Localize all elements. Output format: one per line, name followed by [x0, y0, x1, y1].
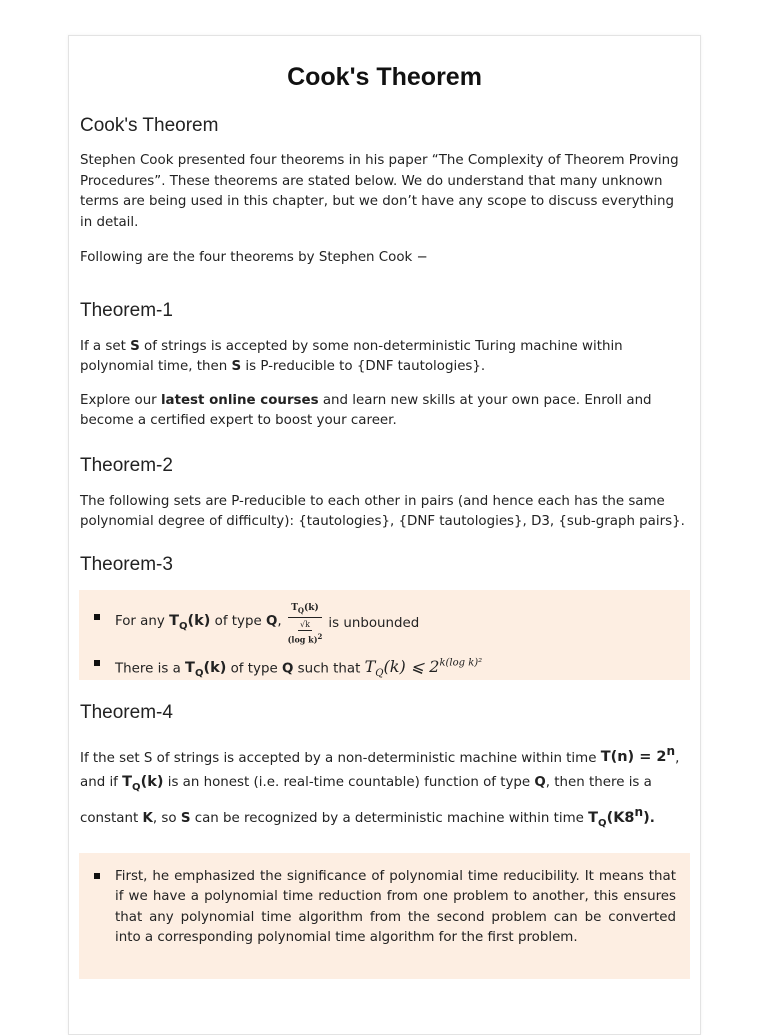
bullet-icon	[94, 873, 100, 879]
following-paragraph: Following are the four theorems by Stephen Cook −	[80, 250, 428, 265]
inequality-formula: $T_Q(k)$ ⩽ $2^{k(log k)^2}$	[364, 656, 483, 680]
explore-paragraph: Explore our latest online courses and learn new skills at your own pace. Enroll and become a certified expert to boost your career.	[80, 392, 652, 428]
article-card	[68, 35, 701, 1035]
list-item: First, he emphasized the significance of polynomial time reducibility. It means that if we have a polynomial time reduction from one problem to another, this ensures that any polynomial time algorithm from the second problem can be converted into a corresponding polynomial time algorithm for the first problem.	[91, 867, 676, 949]
list-item: There is a $T_Q(k)$ of type Q such that $T_Q(k)$ ⩽ $2^{k(log k)^2}$	[91, 654, 676, 685]
note-box	[79, 853, 690, 979]
list-item: For any $T_Q(k)$ of type Q, $\frac{T_Q(k)}{\frac{√k}{(\log k)^2}}$ is unbounded	[91, 602, 676, 648]
theorem-4-paragraph: If the set S of strings is accepted by a non-deterministic machine within time $T(n) = 2^n$, and if $T_Q(k)$ is an honest (i.e. real-time countable) function of type Q, then there is a constant K, so S can be recognized by a deterministic machine within time $T_Q(K8^n)$.	[80, 744, 680, 829]
theorem-1-paragraph: If a set S of strings is accepted by some non-deterministic Turing machine within polynomial time, then S is P-reducible to {DNF tautologies}.	[80, 338, 623, 374]
theorem-4-heading: Theorem-4	[80, 701, 173, 723]
page-title: Cook's Theorem	[287, 63, 482, 91]
theorem-1-heading: Theorem-1	[80, 299, 173, 321]
intro-paragraph: Stephen Cook presented four theorems in his paper “The Complexity of Theorem Proving Procedures”. These theorems are stated below. We do understand that many unknown terms are being used in this chapter, but we don’t have any scope to discuss everything in detail.	[80, 153, 679, 230]
latest-courses-link[interactable]: latest online courses	[160, 392, 319, 408]
theorem-2-paragraph: The following sets are P-reducible to each other in pairs (and hence each has the same polynomial degree of difficulty): {tautologies}, {DNF tautologies}, D3, {sub-graph pairs}.	[80, 493, 685, 529]
bullet-icon	[94, 614, 100, 620]
fraction-formula: $\frac{T_Q(k)}{\frac{√k}{(\log k)^2}}$	[287, 603, 323, 645]
theorem-3-box	[79, 590, 690, 680]
bullet-icon	[94, 660, 100, 666]
intro-heading: Cook's Theorem	[80, 115, 219, 136]
theorem-3-heading: Theorem-3	[80, 553, 173, 575]
theorem-2-heading: Theorem-2	[80, 454, 173, 476]
